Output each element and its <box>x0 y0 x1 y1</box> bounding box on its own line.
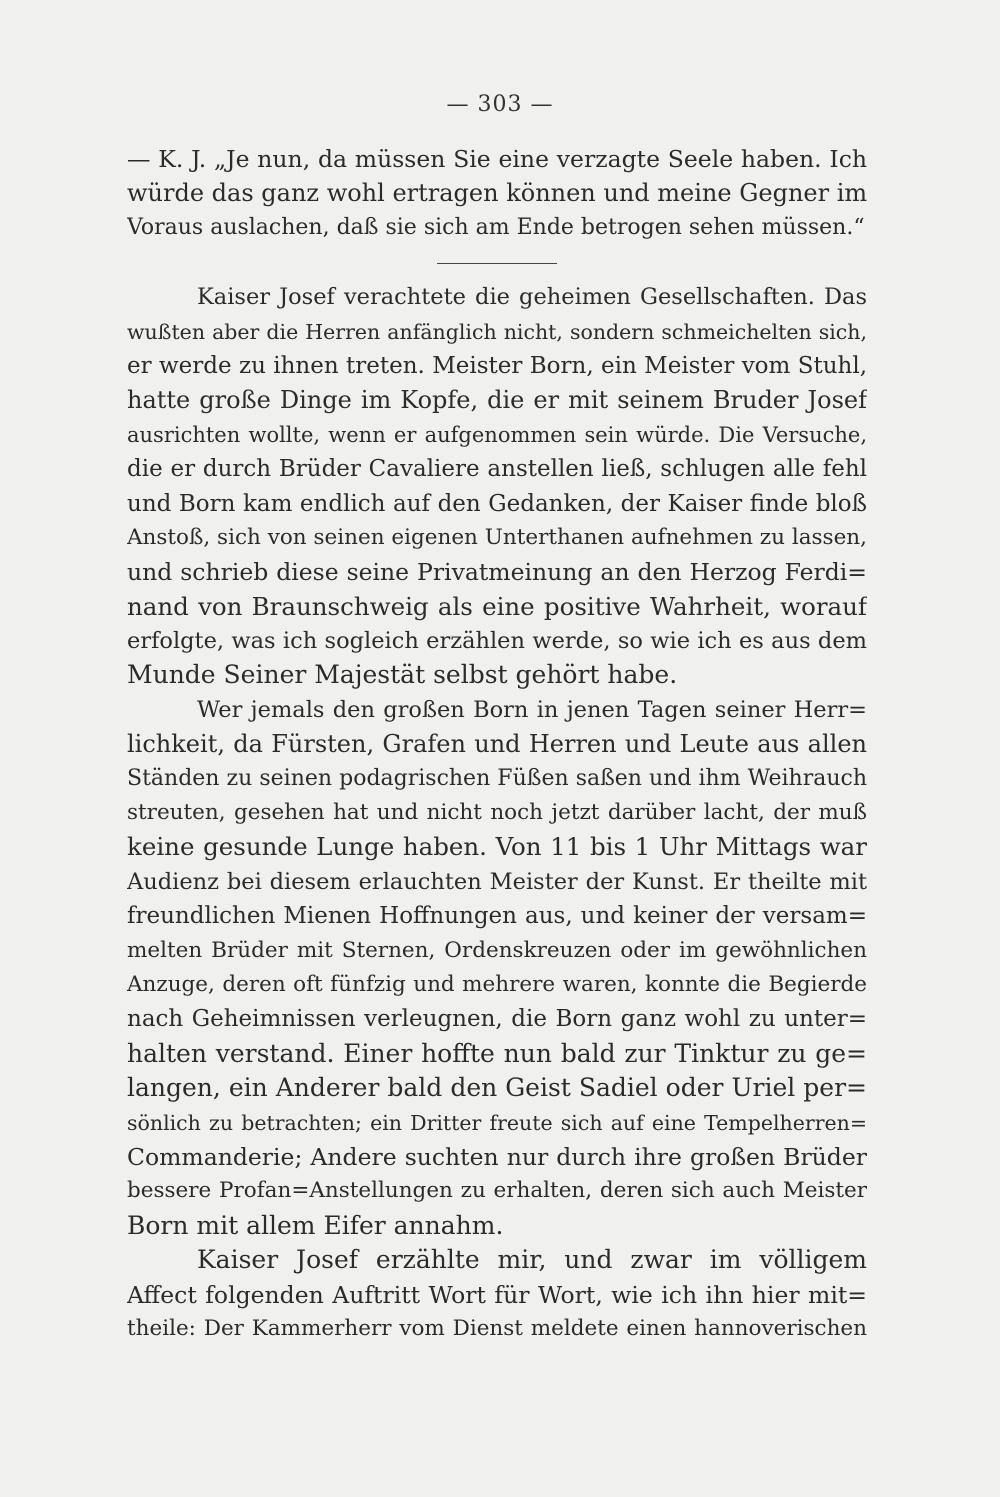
text-line: Born mit allem Eifer annahm. <box>127 1210 504 1240</box>
text-line: keine gesunde Lunge haben. Von 11 bis 1 Uhr Mittags war <box>127 832 867 862</box>
text-line: — K. J. „Je nun, da müssen Sie eine verzagte Seele haben. Ich <box>127 145 867 173</box>
text-line: halten verstand. Einer hoffte nun bald zur Tinktur zu ge= <box>127 1038 867 1068</box>
text-line: sönlich zu betrachten; ein Dritter freute sich auf eine Tempelherren= <box>127 1110 867 1135</box>
text-line: hatte große Dinge im Kopfe, die er mit seinem Bruder Josef <box>127 386 867 415</box>
text-line: theile: Der Kammerherr vom Dienst meldete einen hannoverischen <box>127 1315 867 1341</box>
text-line: streuten, gesehen hat und nicht noch jetzt darüber lacht, der muß <box>127 800 867 826</box>
text-line: Wer jemals den großen Born in jenen Tagen seiner Herr= <box>197 696 867 723</box>
text-line: er werde zu ihnen treten. Meister Born, ein Meister vom Stuhl, <box>127 352 867 379</box>
text-line: lichkeit, da Fürsten, Grafen und Herren und Leute aus allen <box>127 730 867 759</box>
text-line: Munde Seiner Majestät selbst gehört habe. <box>127 660 678 690</box>
text-line: wußten aber die Herren anfänglich nicht, sondern schmeichelten sich, <box>127 319 867 344</box>
text-line: Anstoß, sich von seinen eigenen Unterthanen aufnehmen zu lassen, <box>127 524 867 550</box>
text-line: Voraus auslachen, daß sie sich am Ende betrogen sehen müssen.“ <box>127 214 865 240</box>
text-line: die er durch Brüder Cavaliere anstellen ließ, schlugen alle fehl <box>127 456 867 483</box>
text-line: und Born kam endlich auf den Gedanken, der Kaiser finde bloß <box>127 490 867 517</box>
text-line: Anzuge, deren oft fünfzig und mehrere waren, konnte die Begierde <box>127 971 867 997</box>
page-body <box>127 142 867 1346</box>
text-line: und schrieb diese seine Privatmeinung an den Herzog Ferdi= <box>127 558 867 587</box>
text-line: bessere Profan=Anstellungen zu erhalten, deren sich auch Meister <box>127 1178 867 1204</box>
text-line: würde das ganz wohl ertragen können und meine Gegner im <box>127 179 867 208</box>
text-line: Commanderie; Andere suchten nur durch ihre großen Brüder <box>127 1142 867 1171</box>
text-line: nach Geheimnissen verleugnen, die Born ganz wohl zu unter= <box>127 1006 867 1033</box>
text-line: ausrichten wollte, wenn er aufgenommen sein würde. Die Versuche, <box>127 422 867 447</box>
text-line: Ständen zu seinen podagrischen Füßen saßen und ihm Weihrauch <box>127 765 867 791</box>
page-number: — 303 — <box>446 92 554 117</box>
text-line: erfolgte, was ich sogleich erzählen werde, so wie ich es aus dem <box>127 628 867 655</box>
section-divider <box>437 263 557 264</box>
text-line: melten Brüder mit Sternen, Ordenskreuzen oder im gewöhnlichen <box>127 937 867 963</box>
text-line: nand von Braunschweig als eine positive Wahrheit, worauf <box>127 591 867 621</box>
text-line: Kaiser Josef verachtete die geheimen Gesellschaften. Das <box>197 284 867 311</box>
text-line: langen, ein Anderer bald den Geist Sadiel oder Uriel per= <box>127 1073 867 1103</box>
text-line: Affect folgenden Auftritt Wort für Wort, wie ich ihn hier mit= <box>127 1280 867 1309</box>
text-line: freundlichen Mienen Hoffnungen aus, und keiner der versam= <box>127 903 867 930</box>
text-line: Audienz bei diesem erlauchten Meister der Kunst. Er theilte mit <box>127 868 867 895</box>
text-line: Kaiser Josef erzählte mir, und zwar im völligem <box>197 1245 867 1275</box>
